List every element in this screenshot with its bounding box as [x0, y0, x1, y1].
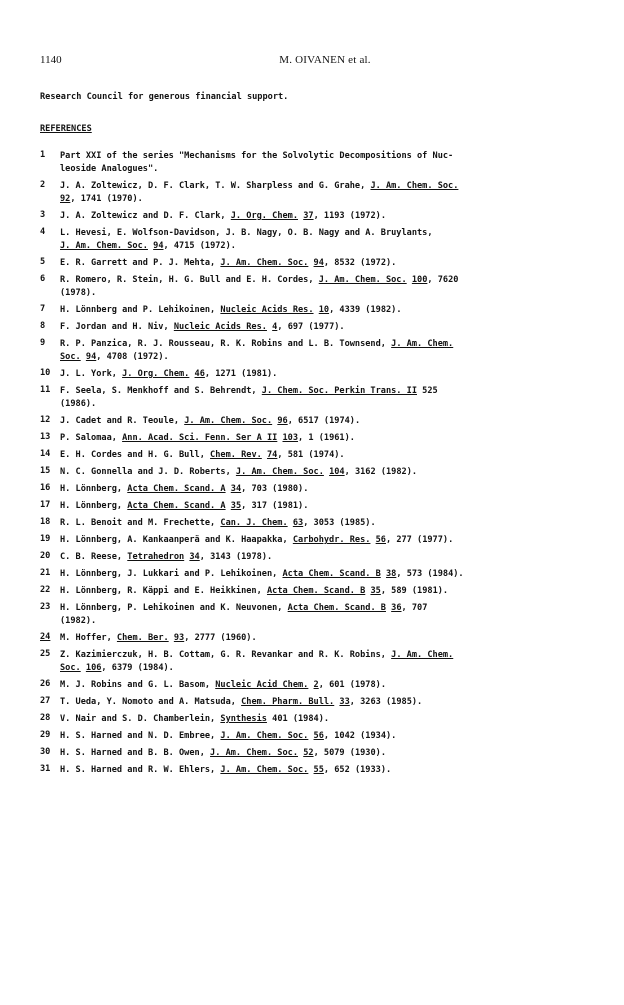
citation-text: H. Lönnberg, R. Käppi and E. Heikkinen, — [60, 586, 267, 596]
reference-number: 1 — [40, 150, 46, 160]
citation-text: , 3053 (1985). — [303, 518, 376, 528]
reference-line — [60, 321, 600, 334]
reference-text — [60, 368, 600, 381]
citation-underlined: J. Am. Chem. — [391, 650, 454, 660]
citation-text: , 6379 (1984). — [101, 663, 174, 673]
citation-underlined: 4 — [272, 322, 278, 332]
reference-line — [60, 415, 600, 428]
citation-underlined: 96 — [277, 416, 288, 426]
citation-underlined: Chem. Pharm. Bull. — [241, 697, 335, 707]
citation-text: H. S. Harned and N. D. Embree, — [60, 731, 221, 741]
reference-item — [40, 632, 600, 645]
citation-text: , 2777 (1960). — [184, 633, 257, 643]
page-number: 1140 — [40, 54, 62, 66]
citation-text: 525 — [417, 386, 438, 396]
reference-line — [60, 240, 600, 253]
reference-line — [60, 227, 600, 240]
citation-text: , 703 (1980). — [241, 484, 309, 494]
citation-text: H. S. Harned and R. W. Ehlers, — [60, 765, 221, 775]
reference-number: 9 — [40, 338, 46, 348]
reference-line — [60, 662, 600, 675]
reference-item — [40, 338, 600, 364]
citation-text: L. Hevesi, E. Wolfson-Davidson, J. B. Nagy, O. B. Nagy and A. Bruylants, — [60, 228, 433, 238]
reference-text — [60, 500, 600, 513]
reference-line — [60, 534, 600, 547]
citation-underlined: Ann. Acad. Sci. Fenn. Ser A II — [122, 433, 278, 443]
citation-text: , 652 (1933). — [323, 765, 392, 775]
reference-text — [60, 449, 600, 462]
reference-line — [60, 180, 600, 193]
references-heading: REFERENCES — [40, 124, 92, 134]
citation-text: , 4708 (1972). — [96, 352, 169, 362]
citation-text: , 5079 (1930). — [313, 748, 386, 758]
reference-item — [40, 274, 600, 300]
reference-line — [60, 385, 600, 398]
reference-line — [60, 585, 600, 598]
reference-text — [60, 517, 600, 530]
citation-underlined: Acta Chem. Scand. B — [287, 603, 386, 613]
reference-item — [40, 227, 600, 253]
reference-item — [40, 150, 600, 176]
citation-text: , 3143 (1978). — [199, 552, 273, 562]
reference-number: 12 — [40, 415, 51, 425]
citation-underlined: Synthesis — [220, 714, 267, 724]
citation-underlined: 94 — [85, 352, 97, 362]
reference-number: 22 — [40, 585, 51, 595]
citation-underlined: Soc. — [60, 663, 81, 673]
citation-text: R. L. Benoit and M. Frechette, — [60, 518, 221, 528]
reference-number: 3 — [40, 210, 46, 220]
citation-underlined: J. Chem. Soc. Perkin Trans. II — [261, 386, 417, 396]
reference-line — [60, 193, 600, 206]
reference-item — [40, 321, 600, 334]
reference-text — [60, 180, 600, 206]
reference-line — [60, 398, 600, 411]
reference-text — [60, 764, 600, 777]
reference-line — [60, 713, 600, 726]
citation-text: Z. Kazimierczuk, H. B. Cottam, G. R. Revankar and R. K. Robins, — [60, 650, 392, 660]
reference-number: 19 — [40, 534, 51, 544]
reference-number: 29 — [40, 730, 51, 740]
citation-text: M. Hoffer, — [60, 633, 117, 643]
reference-text — [60, 679, 600, 692]
reference-number: 17 — [40, 500, 51, 510]
reference-text — [60, 321, 600, 334]
reference-line — [60, 274, 600, 287]
reference-number: 13 — [40, 432, 51, 442]
reference-item — [40, 432, 600, 445]
citation-text: J. A. Zoltewicz, D. F. Clark, T. W. Sharpless and G. Grahe, — [60, 181, 371, 191]
citation-text: , 7620 — [427, 275, 459, 285]
citation-text: (1982). — [60, 616, 97, 626]
reference-text — [60, 696, 600, 709]
citation-underlined: 92 — [60, 194, 71, 204]
reference-number: 31 — [40, 764, 51, 774]
reference-line — [60, 696, 600, 709]
reference-number: 21 — [40, 568, 51, 578]
citation-underlined: 34 — [230, 484, 242, 494]
reference-text — [60, 415, 600, 428]
reference-item — [40, 764, 600, 777]
reference-text — [60, 602, 600, 628]
reference-item — [40, 500, 600, 513]
acknowledgement-text: Research Council for generous financial support. — [40, 92, 289, 102]
citation-text: , 707 — [401, 603, 428, 613]
reference-item — [40, 649, 600, 675]
reference-text — [60, 585, 600, 598]
citation-underlined: Nucleic Acids Res. — [173, 322, 267, 332]
citation-text: , 1193 (1972). — [313, 211, 386, 221]
citation-underlined: 56 — [313, 731, 324, 741]
reference-item — [40, 304, 600, 317]
citation-text: M. J. Robins and G. L. Basom, — [60, 680, 216, 690]
reference-number: 16 — [40, 483, 51, 493]
citation-underlined: J. Org. Chem. — [230, 211, 299, 221]
citation-text: V. Nair and S. D. Chamberlein, — [60, 714, 221, 724]
citation-underlined: 33 — [339, 697, 350, 707]
citation-text: , 1741 (1970). — [70, 194, 143, 204]
reference-item — [40, 483, 600, 496]
reference-item — [40, 679, 600, 692]
citation-underlined: 46 — [194, 369, 205, 379]
reference-line — [60, 500, 600, 513]
reference-item — [40, 568, 600, 581]
citation-text: E. R. Garrett and P. J. Mehta, — [60, 258, 221, 268]
reference-text — [60, 304, 600, 317]
citation-underlined: Carbohydr. Res. — [292, 535, 371, 545]
citation-text: , 4339 (1982). — [329, 305, 402, 315]
reference-item — [40, 180, 600, 206]
reference-line — [60, 449, 600, 462]
citation-underlined: J. Am. Chem. Soc. — [220, 765, 309, 775]
citation-text: , 573 (1984). — [396, 569, 464, 579]
reference-line — [60, 466, 600, 479]
citation-text: J. L. York, — [60, 369, 123, 379]
reference-line — [60, 287, 600, 300]
citation-text: F. Seela, S. Menkhoff and S. Behrendt, — [60, 386, 262, 396]
citation-underlined: 94 — [313, 258, 324, 268]
citation-text: H. S. Harned and B. B. Owen, — [60, 748, 211, 758]
reference-number: 5 — [40, 257, 46, 267]
reference-item — [40, 730, 600, 743]
citation-text: , 3263 (1985). — [349, 697, 423, 707]
citation-text: H. Lönnberg, — [60, 484, 128, 494]
reference-text — [60, 150, 600, 176]
reference-line — [60, 517, 600, 530]
citation-underlined: 35 — [230, 501, 242, 511]
reference-item — [40, 210, 600, 223]
citation-underlined: J. Am. Chem. Soc. — [60, 241, 148, 251]
reference-number: 6 — [40, 274, 46, 284]
citation-text: J. Cadet and R. Teoule, — [60, 416, 185, 426]
citation-underlined: Acta Chem. Scand. B — [282, 569, 381, 579]
reference-number: 28 — [40, 713, 51, 723]
reference-number: 26 — [40, 679, 51, 689]
reference-text — [60, 649, 600, 675]
reference-item — [40, 385, 600, 411]
reference-number: 10 — [40, 368, 51, 378]
citation-text: H. Lönnberg, J. Lukkari and P. Lehikoinen, — [60, 569, 283, 579]
citation-underlined: J. Am. Chem. Soc. — [184, 416, 273, 426]
reference-text — [60, 210, 600, 223]
citation-text: H. Lönnberg, — [60, 501, 128, 511]
citation-text: H. Lönnberg, P. Lehikoinen and K. Neuvonen, — [60, 603, 288, 613]
citation-underlined: Tetrahedron — [127, 552, 185, 562]
reference-number: 30 — [40, 747, 51, 757]
reference-item — [40, 534, 600, 547]
citation-underlined: 35 — [370, 586, 381, 596]
reference-item — [40, 602, 600, 628]
citation-underlined: 10 — [318, 305, 330, 315]
reference-text — [60, 551, 600, 564]
reference-number: 20 — [40, 551, 51, 561]
citation-text: E. H. Cordes and H. G. Bull, — [60, 450, 211, 460]
citation-text: F. Jordan and H. Niv, — [60, 322, 174, 332]
reference-item — [40, 449, 600, 462]
reference-line — [60, 615, 600, 628]
citation-text: P. Salomaa, — [60, 433, 123, 443]
reference-item — [40, 585, 600, 598]
reference-text — [60, 747, 600, 760]
citation-text: , 697 (1977). — [277, 322, 345, 332]
reference-number: 14 — [40, 449, 51, 459]
citation-underlined: Soc. — [60, 352, 81, 362]
citation-underlined: 100 — [411, 275, 428, 285]
reference-line — [60, 432, 600, 445]
reference-line — [60, 368, 600, 381]
reference-text — [60, 385, 600, 411]
citation-underlined: J. Am. Chem. — [391, 339, 454, 349]
reference-text — [60, 227, 600, 253]
citation-text: C. B. Reese, — [60, 552, 128, 562]
reference-text — [60, 483, 600, 496]
reference-text — [60, 432, 600, 445]
citation-text: , 601 (1978). — [318, 680, 386, 690]
citation-underlined: J. Am. Chem. Soc. — [220, 731, 309, 741]
reference-number: 18 — [40, 517, 51, 527]
reference-number: 2 — [40, 180, 46, 190]
reference-number: 25 — [40, 649, 51, 659]
citation-underlined: 36 — [391, 603, 402, 613]
reference-number: 15 — [40, 466, 51, 476]
citation-text: 401 (1984). — [266, 714, 330, 724]
citation-underlined: 2 — [313, 680, 319, 690]
citation-text: leoside Analogues". — [60, 164, 159, 174]
citation-underlined: 106 — [85, 663, 102, 673]
reference-number: 8 — [40, 321, 46, 331]
citation-underlined: 37 — [303, 211, 314, 221]
reference-line — [60, 730, 600, 743]
running-header-authors: M. OIVANEN et al. — [279, 54, 371, 66]
citation-text: T. Ueda, Y. Nomoto and A. Matsuda, — [60, 697, 242, 707]
citation-underlined: J. Am. Chem. Soc. — [220, 258, 309, 268]
reference-item — [40, 696, 600, 709]
reference-item — [40, 551, 600, 564]
reference-item — [40, 517, 600, 530]
reference-list — [40, 150, 600, 781]
citation-underlined: 94 — [153, 241, 164, 251]
citation-underlined: Can. J. Chem. — [220, 518, 288, 528]
reference-line — [60, 679, 600, 692]
reference-item — [40, 747, 600, 760]
reference-line — [60, 257, 600, 270]
citation-underlined: Chem. Ber. — [116, 633, 169, 643]
citation-underlined: J. Am. Chem. Soc. — [318, 275, 407, 285]
citation-text: (1978). — [60, 288, 97, 298]
citation-underlined: J. Am. Chem. Soc. — [370, 181, 459, 191]
citation-text: , 1042 (1934). — [323, 731, 397, 741]
citation-text: (1986). — [60, 399, 97, 409]
reference-text — [60, 632, 600, 645]
reference-number: 4 — [40, 227, 46, 237]
citation-underlined: Chem. Rev. — [210, 450, 262, 460]
reference-line — [60, 210, 600, 223]
reference-text — [60, 338, 600, 364]
citation-underlined: 52 — [303, 748, 314, 758]
reference-text — [60, 257, 600, 270]
reference-line — [60, 568, 600, 581]
reference-text — [60, 713, 600, 726]
reference-number: 11 — [40, 385, 51, 395]
reference-item — [40, 466, 600, 479]
citation-text: N. C. Gonnella and J. D. Roberts, — [60, 467, 236, 477]
citation-underlined: J. Am. Chem. Soc. — [210, 748, 299, 758]
citation-underlined: 103 — [282, 433, 299, 443]
citation-underlined: 55 — [313, 765, 324, 775]
reference-line — [60, 632, 600, 645]
reference-number: 23 — [40, 602, 51, 612]
reference-line — [60, 163, 600, 176]
reference-line — [60, 338, 600, 351]
reference-text — [60, 730, 600, 743]
citation-underlined: 104 — [329, 467, 345, 477]
citation-underlined: Nucleic Acid Chem. — [215, 680, 309, 690]
reference-line — [60, 764, 600, 777]
reference-line — [60, 602, 600, 615]
citation-text: , 1 (1961). — [298, 433, 355, 443]
reference-line — [60, 551, 600, 564]
reference-number: 7 — [40, 304, 46, 314]
reference-number: 24 — [40, 632, 51, 642]
citation-text: , 8532 (1972). — [323, 258, 397, 268]
citation-text: , 317 (1981). — [241, 501, 309, 511]
citation-text: Part XXI of the series "Mechanisms for the Solvolytic Decompositions of Nuc- — [60, 151, 454, 161]
reference-item — [40, 415, 600, 428]
citation-text: R. Romero, R. Stein, H. G. Bull and E. H. Cordes, — [60, 275, 319, 285]
reference-line — [60, 351, 600, 364]
reference-line — [60, 747, 600, 760]
citation-text: , 4715 (1972). — [163, 241, 236, 251]
citation-underlined: Nucleic Acids Res. — [220, 305, 314, 315]
citation-text: R. P. Panzica, R. J. Rousseau, R. K. Robins and L. B. Townsend, — [60, 339, 392, 349]
citation-text: H. Lönnberg and P. Lehikoinen, — [60, 305, 221, 315]
reference-text — [60, 534, 600, 547]
citation-underlined: Acta Chem. Scand. A — [127, 501, 226, 511]
citation-underlined: 34 — [189, 552, 200, 562]
reference-text — [60, 568, 600, 581]
citation-text: J. A. Zoltewicz and D. F. Clark, — [60, 211, 231, 221]
citation-underlined: J. Am. Chem. Soc. — [235, 467, 324, 477]
citation-underlined: 56 — [375, 535, 386, 545]
citation-text: , 277 (1977). — [385, 535, 454, 545]
reference-line — [60, 304, 600, 317]
citation-underlined: Acta Chem. Scand. B — [266, 586, 366, 596]
citation-underlined: 63 — [292, 518, 304, 528]
citation-text: , 3162 (1982). — [344, 467, 418, 477]
citation-text: , 1271 (1981). — [204, 369, 278, 379]
citation-text: , 6517 (1974). — [287, 416, 361, 426]
citation-underlined: Acta Chem. Scand. A — [127, 484, 226, 494]
reference-item — [40, 257, 600, 270]
reference-line — [60, 150, 600, 163]
citation-text: , 589 (1981). — [380, 586, 449, 596]
citation-text: H. Lönnberg, A. Kankaanperä and K. Haapakka, — [60, 535, 293, 545]
reference-number: 27 — [40, 696, 51, 706]
citation-underlined: 93 — [173, 633, 185, 643]
reference-text — [60, 466, 600, 479]
reference-text — [60, 274, 600, 300]
citation-text: , 581 (1974). — [277, 450, 345, 460]
citation-underlined: 38 — [385, 569, 397, 579]
citation-underlined: 74 — [266, 450, 278, 460]
reference-line — [60, 483, 600, 496]
reference-item — [40, 713, 600, 726]
reference-item — [40, 368, 600, 381]
reference-line — [60, 649, 600, 662]
citation-underlined: J. Org. Chem. — [122, 369, 190, 379]
